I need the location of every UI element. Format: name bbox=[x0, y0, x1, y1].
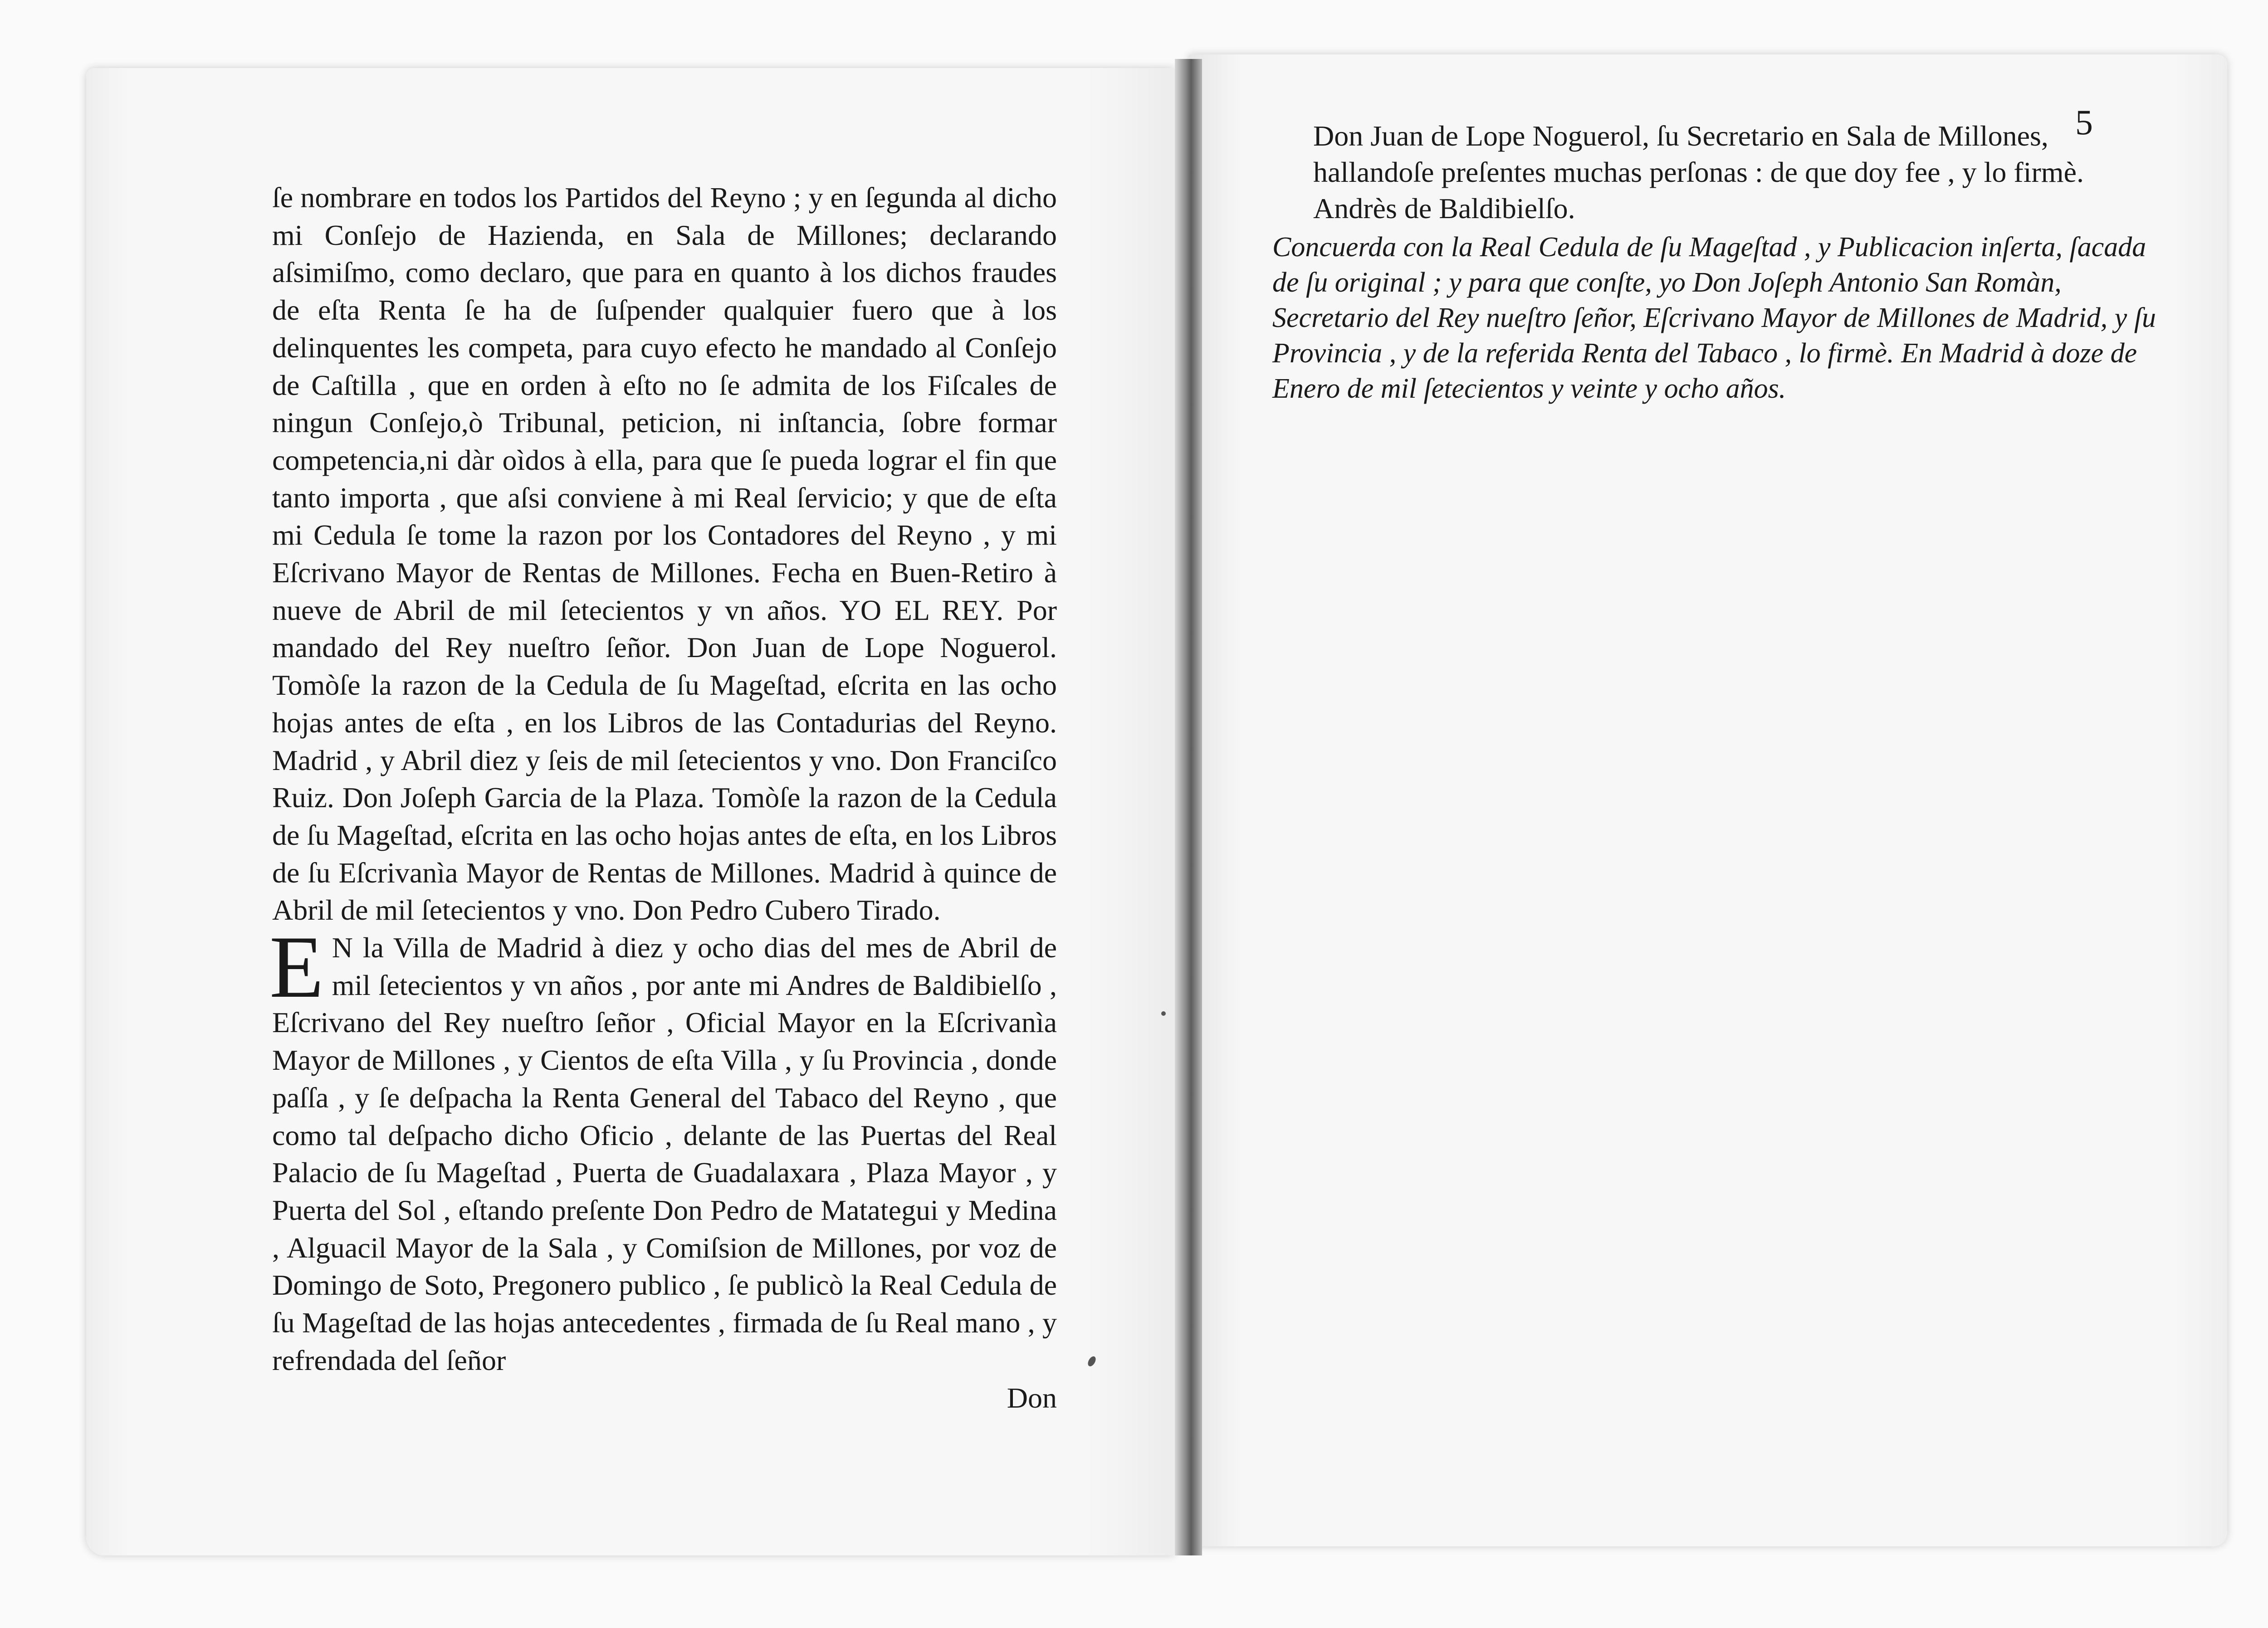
book-gutter bbox=[1175, 59, 1202, 1555]
page-number: 5 bbox=[2075, 102, 2093, 142]
catchword: Don bbox=[1007, 1381, 1057, 1414]
right-page-text bbox=[1272, 118, 2161, 406]
ink-mark bbox=[1161, 1011, 1166, 1016]
right-paragraph-2: Concuerda con la Real Cedula de ſu Mageſtad , y Publicacion inſerta, ſacada de ſu original ; y para que conſte, yo Don Joſeph Antonio San Romàn, Secretario del Rey nueſtro ſeñor, Eſcrivano Mayor de Millones de Madrid, y ſu Provincia , y de la referida Renta del Tabaco , lo firmè. En Madrid à doze de Enero de mil ſetecientos y veinte y ocho años. bbox=[1272, 232, 2156, 404]
right-paragraph-1: Don Juan de Lope Noguerol, ſu Secretario en Sala de Millones, hallandoſe preſentes muchas perſonas : de que doy fee , y lo firmè. Andrès de Baldibielſo. bbox=[1313, 120, 2084, 224]
left-paragraph-1: ſe nombrare en todos los Partidos del Reyno ; y en ſegunda al dicho mi Conſejo de Hazienda, en Sala de Millones; declarando aſsimiſmo, como declaro, que para en quanto à los dichos fraudes de eſta Renta ſe ha de ſuſpender qualquier fuero que à los delinquentes les competa, para cuyo efecto he mandado al Conſejo de Caſtilla , que en orden à eſto no ſe admita de los Fiſcales de ningun Conſejo,ò Tribunal, peticion, ni inſtancia, ſobre formar competencia,ni dàr oìdos à ella, para que ſe pueda lograr el fin que tanto importa , que aſsi conviene à mi Real ſervicio; y que de eſta mi Cedula ſe tome la razon por los Contadores del Reyno , y mi Eſcrivano Mayor de Rentas de Millones. Fecha en Buen-Retiro à nueve de Abril de mil ſetecientos y vn años. YO EL REY. Por mandado del Rey nueſtro ſeñor. Don Juan de Lope Noguerol. Tomòſe la razon de la Cedula de ſu Mageſtad, eſcrita en las ocho hojas antes de eſta , en los Libros de las Contadurias del Reyno. Madrid , y Abril diez y ſeis de mil ſetecientos y vno. Don Franciſco Ruiz. Don Joſeph Garcia de la Plaza. Tomòſe la razon de la Cedula de ſu Mageſtad, eſcrita en las ocho hojas antes de eſta, en los Libros de ſu Eſcrivanìa Mayor de Rentas de Millones. Madrid à quince de Abril de mil ſetecientos y vno. Don Pedro Cubero Tirado. bbox=[272, 181, 1057, 926]
left-paragraph-2 bbox=[269, 918, 1057, 1379]
left-paragraph-2-text: N la Villa de Madrid à diez y ocho dias del mes de Abril de mil ſetecientos y vn años , por ante mi Andres de Baldibielſo , Eſcrivano del Rey nueſtro ſeñor , Oficial Mayor en la Eſcrivanìa Mayor de Millones , y Cientos de eſta Villa , y ſu Provincia , donde paſſa , y ſe deſpacha la Renta General del Tabaco del Reyno , que como tal deſpacho dicho Oficio , delante de las Puertas del Real Palacio de ſu Mageſtad , Puerta de Guadalaxara , Plaza Mayor , y Puerta del Sol , eſtando preſente Don Pedro de Matategui y Medina , Alguacil Mayor de la Sala , y Comiſsion de Millones, por voz de Domingo de Soto, Pregonero publico , ſe publicò la Real Cedula de ſu Mageſtad de las hojas antecedentes , firmada de ſu Real mano , y refrendada del ſeñor bbox=[272, 931, 1057, 1376]
drop-cap-initial: E bbox=[269, 918, 324, 1017]
left-page-text bbox=[269, 179, 1057, 1417]
